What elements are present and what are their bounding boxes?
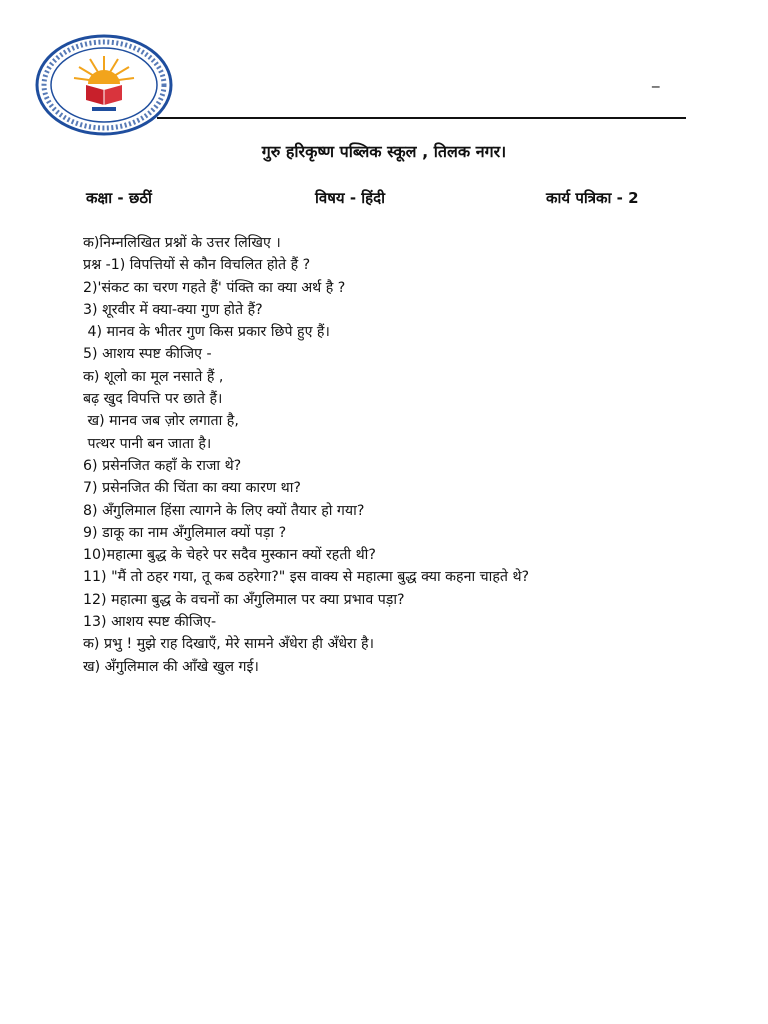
question-line: पत्थर पानी बन जाता है। (83, 435, 212, 452)
question-line: 13) आशय स्पष्ट कीजिए- (83, 614, 217, 631)
question-line: 10)महात्मा बुद्ध के चेहरे पर सदैव मुस्कान क्यों रहती थी? (83, 547, 376, 564)
question-line: प्रश्न -1) विपत्तियों से कौन विचलित होते हैं ? (83, 257, 311, 274)
question-line: क)निम्नलिखित प्रश्नों के उत्तर लिखिए । (83, 235, 281, 251)
school-crest-icon (34, 34, 174, 136)
school-name: गुरु हरिकृष्ण पब्लिक स्कूल , तिलक नगर। (261, 142, 507, 161)
question-line: 12) महात्मा बुद्ध के वचनों का अँगुलिमाल पर क्या प्रभाव पड़ा? (83, 591, 405, 608)
question-list (83, 232, 753, 678)
question-line: क) शूलो का मूल नसाते हैं , (83, 368, 224, 385)
question-line: 5) आशय स्पष्ट कीजिए - (83, 346, 212, 363)
question-line: 4) मानव के भीतर गुण किस प्रकार छिपे हुए हैं। (83, 324, 330, 341)
question-line: ख) मानव जब ज़ोर लगाता है, (83, 413, 239, 430)
question-line: ख) अँगुलिमाल की आँखे खुल गई। (83, 658, 259, 675)
class-label: कक्षा - छठीं (86, 189, 152, 207)
question-line: 8) अँगुलिमाल हिंसा त्यागने के लिए क्यों तैयार हो गया? (83, 502, 365, 519)
question-line: 3) शूरवीर में क्या-क्या गुण होते हैं? (83, 301, 263, 318)
question-line: 9) डाकू का नाम अँगुलिमाल क्यों पड़ा ? (83, 524, 287, 541)
subject-label: विषय - हिंदी (315, 189, 385, 207)
question-line: 2)'संकट का चरण गहते हैं' पंक्ति का क्या अर्थ है ? (83, 279, 346, 296)
header-divider (157, 117, 686, 119)
question-line: 11) "मैं तो ठहर गया, तू कब ठहरेगा?" इस वाक्य से महात्मा बुद्ध क्या कहना चाहते थे? (83, 569, 530, 586)
question-line: 7) प्रसेनजित की चिंता का क्या कारण था? (83, 480, 301, 497)
question-line: 6) प्रसेनजित कहाँ के राजा थे? (83, 457, 242, 474)
worksheet-label: कार्य पत्रिका - 2 (546, 189, 639, 207)
corner-mark: _ (652, 70, 660, 88)
question-line: क) प्रभु ! मुझे राह दिखाएँ, मेरे सामने अँधेरा ही अँधेरा है। (83, 636, 374, 653)
question-line: बढ़ खुद विपत्ति पर छाते हैं। (83, 391, 223, 408)
